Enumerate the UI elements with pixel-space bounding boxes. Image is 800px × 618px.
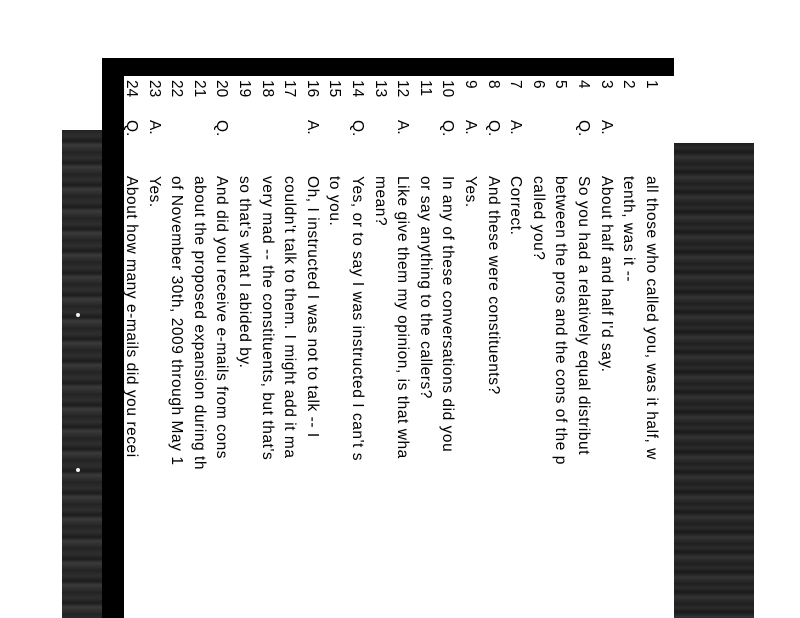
transcript-line bbox=[413, 80, 436, 399]
transcript-line bbox=[572, 80, 595, 455]
line-number: 19 bbox=[235, 80, 253, 98]
line-number: 2 bbox=[620, 80, 638, 89]
line-text: Like give them my opinion, is that wha bbox=[394, 176, 412, 459]
scan-edge-top bbox=[102, 58, 674, 76]
line-number: 6 bbox=[529, 80, 547, 89]
scan-shadow-left bbox=[62, 130, 104, 618]
line-text: About half and half I'd say. bbox=[597, 176, 615, 373]
speaker-label: Q. bbox=[213, 120, 231, 137]
speaker-label: A. bbox=[597, 120, 615, 135]
transcript-line bbox=[436, 80, 459, 452]
transcript-line bbox=[617, 80, 640, 282]
line-number: 18 bbox=[258, 80, 276, 98]
line-text: About how many e-mails did you recei bbox=[122, 176, 140, 458]
transcript-line bbox=[504, 80, 527, 236]
speaker-label: Q. bbox=[574, 120, 592, 137]
line-text: Oh, I instructed I was not to talk -- I bbox=[303, 176, 321, 438]
line-number: 4 bbox=[574, 80, 592, 89]
line-text: Correct. bbox=[507, 176, 525, 236]
line-text: about the proposed expansion during th bbox=[190, 176, 208, 471]
line-number: 5 bbox=[552, 80, 570, 89]
line-text: couldn't talk to them. I might add it ma bbox=[281, 176, 299, 459]
transcript-line bbox=[210, 80, 233, 459]
speaker-label: A. bbox=[303, 120, 321, 135]
transcript-line bbox=[639, 80, 662, 460]
transcript-line bbox=[594, 80, 617, 372]
line-text: Yes. bbox=[461, 176, 479, 208]
line-text: to you. bbox=[326, 176, 344, 227]
line-number: 22 bbox=[168, 80, 186, 98]
line-text: called you? bbox=[529, 176, 547, 261]
transcript-line bbox=[165, 80, 188, 466]
transcript-line bbox=[300, 80, 323, 438]
line-number: 16 bbox=[303, 80, 321, 98]
transcript-line bbox=[346, 80, 369, 461]
line-number: 21 bbox=[190, 80, 208, 98]
line-number: 17 bbox=[281, 80, 299, 98]
line-text: tenth, was it -- bbox=[620, 176, 638, 283]
speaker-label: Q. bbox=[484, 120, 502, 137]
line-number: 7 bbox=[507, 80, 525, 89]
speaker-label: A. bbox=[394, 120, 412, 135]
line-number: 12 bbox=[394, 80, 412, 98]
transcript-line bbox=[549, 80, 572, 465]
transcript-line bbox=[233, 80, 256, 368]
line-text: or say anything to the callers? bbox=[416, 176, 434, 399]
line-text: very mad -- the constituents, but that's bbox=[258, 176, 276, 461]
speaker-label: A. bbox=[145, 120, 163, 135]
line-text: In any of these conversations did you bbox=[439, 176, 457, 453]
line-text: so that's what I abided by. bbox=[235, 176, 253, 369]
line-number: 11 bbox=[416, 80, 434, 97]
binder-hole bbox=[76, 313, 80, 317]
line-number: 8 bbox=[484, 80, 502, 89]
transcript-line bbox=[255, 80, 278, 460]
transcript-page bbox=[102, 58, 674, 618]
line-number: 14 bbox=[348, 80, 366, 98]
line-text: And did you receive e-mails from cons bbox=[213, 176, 231, 460]
scan-shadow-right bbox=[674, 143, 754, 618]
line-text: Yes, or to say I was instructed I can't s bbox=[348, 176, 366, 462]
speaker-label: Q. bbox=[439, 120, 457, 137]
line-text: of November 30th, 2009 through May 1 bbox=[168, 176, 186, 466]
line-number: 3 bbox=[597, 80, 615, 89]
transcript-text-block bbox=[102, 80, 662, 618]
line-text: between the pros and the cons of the p bbox=[552, 176, 570, 465]
line-number: 1 bbox=[642, 80, 660, 89]
line-text: mean? bbox=[371, 176, 389, 227]
line-number: 20 bbox=[213, 80, 231, 98]
line-number: 23 bbox=[145, 80, 163, 98]
line-text: So you had a relatively equal distribut bbox=[574, 176, 592, 456]
line-number: 10 bbox=[439, 80, 457, 98]
line-text: And these were constituents? bbox=[484, 176, 502, 395]
transcript-line bbox=[481, 80, 504, 395]
line-number: 24 bbox=[122, 80, 140, 98]
speaker-label: A. bbox=[461, 120, 479, 135]
transcript-line bbox=[142, 80, 165, 208]
line-text: Yes. bbox=[145, 176, 163, 208]
line-text: all those who called you, was it half, w bbox=[642, 176, 660, 460]
transcript-line bbox=[368, 80, 391, 226]
transcript-line bbox=[120, 80, 143, 458]
transcript-line bbox=[278, 80, 301, 459]
line-number: 9 bbox=[461, 80, 479, 89]
transcript-line bbox=[187, 80, 210, 470]
transcript-line bbox=[526, 80, 549, 260]
line-number: 13 bbox=[371, 80, 389, 98]
transcript-line bbox=[323, 80, 346, 226]
speaker-label: Q. bbox=[348, 120, 366, 137]
transcript-line bbox=[459, 80, 482, 208]
speaker-label: Q. bbox=[122, 120, 140, 137]
transcript-line bbox=[391, 80, 414, 459]
line-number: 15 bbox=[326, 80, 344, 98]
speaker-label: A. bbox=[507, 120, 525, 135]
binder-hole bbox=[76, 468, 80, 472]
